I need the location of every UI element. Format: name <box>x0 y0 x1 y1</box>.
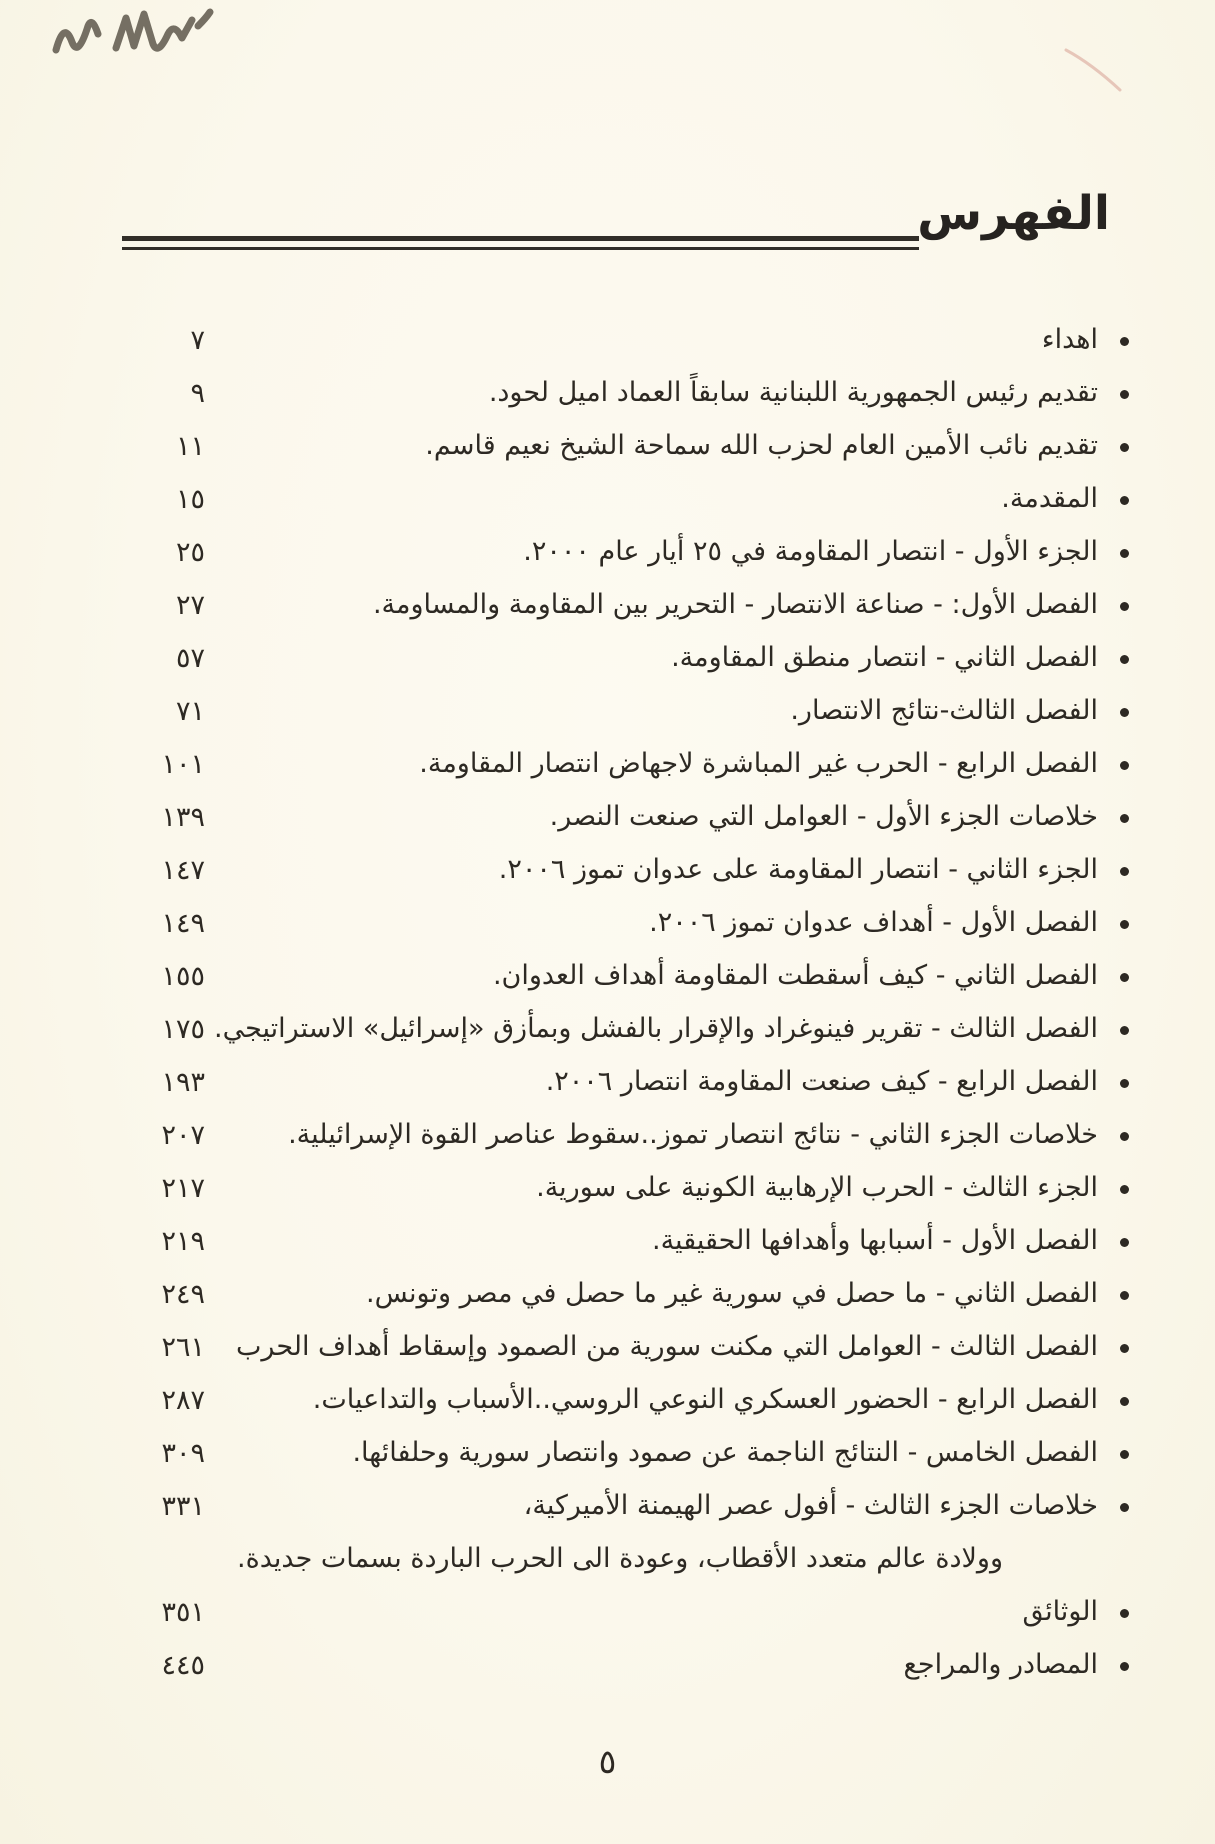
toc-entry-title: الفصل الخامس - النتائج الناجمة عن صمود وانتصار سورية وحلفائها. <box>352 1437 1098 1468</box>
toc-row <box>100 313 1130 366</box>
toc-entry-page-number: ١٣٩ <box>161 802 205 833</box>
toc-entry-title: الفصل الثالث - العوامل التي مكنت سورية من الصمود وإسقاط أهداف الحرب <box>236 1331 1098 1362</box>
toc-row <box>100 1002 1130 1055</box>
toc-entry-page-number: ١٧٥ <box>161 1014 205 1045</box>
bullet-icon <box>1098 1182 1130 1194</box>
toc-entry-title: الفصل الرابع - كيف صنعت المقاومة انتصار ٢٠٠٦. <box>545 1066 1098 1097</box>
toc-row <box>100 578 1130 631</box>
toc-row <box>100 366 1130 419</box>
toc-entry-page-number: ٢٠٧ <box>161 1120 205 1151</box>
toc-entry-page-number: ٣٠٩ <box>161 1438 205 1469</box>
toc-entry-page-number: ٢٨٧ <box>161 1385 205 1416</box>
toc-entry-page-number: ٥٧ <box>175 643 205 674</box>
toc-entry-page-number: ٢٦١ <box>161 1332 205 1363</box>
toc-list <box>100 313 1130 1691</box>
toc-row <box>100 419 1130 472</box>
toc-entry-title: الفصل الأول: - صناعة الانتصار - التحرير بين المقاومة والمساومة. <box>372 589 1098 620</box>
bullet-icon <box>1098 758 1130 770</box>
bullet-icon <box>1098 387 1130 399</box>
bullet-icon <box>1098 705 1130 717</box>
toc-entry-page-number: ١٥٥ <box>161 961 205 992</box>
toc-entry-page-number: ١٤٩ <box>161 908 205 939</box>
toc-entry-page-number: ٧ <box>190 325 205 356</box>
toc-entry-page-number: ٢١٧ <box>161 1173 205 1204</box>
toc-entry-page-number: ١٩٣ <box>161 1067 205 1098</box>
toc-entry-title: خلاصات الجزء الثاني - نتائج انتصار تموز..سقوط عناصر القوة الإسرائيلية. <box>288 1119 1098 1150</box>
toc-entry-title: الفصل الثاني - انتصار منطق المقاومة. <box>671 642 1098 673</box>
bullet-icon <box>1098 1288 1130 1300</box>
bullet-icon <box>1098 864 1130 876</box>
toc-row <box>100 631 1130 684</box>
bullet-icon <box>1098 811 1130 823</box>
toc-row <box>100 843 1130 896</box>
toc-entry-title: الفصل الرابع - الحضور العسكري النوعي الروسي..الأسباب والتداعيات. <box>312 1384 1098 1415</box>
toc-entry-title: خلاصات الجزء الأول - العوامل التي صنعت النصر. <box>549 801 1098 832</box>
toc-row <box>100 1426 1130 1479</box>
toc-row <box>100 1320 1130 1373</box>
toc-entry-page-number: ٤٤٥ <box>161 1650 205 1681</box>
bullet-icon <box>1098 970 1130 982</box>
toc-row <box>100 1585 1130 1638</box>
toc-entry-title: المقدمة. <box>1001 483 1098 514</box>
toc-entry-page-number: ١٥ <box>175 484 205 515</box>
bullet-icon <box>1098 1500 1130 1512</box>
bullet-icon <box>1098 599 1130 611</box>
toc-row <box>100 790 1130 843</box>
toc-entry-page-number: ٢٤٩ <box>161 1279 205 1310</box>
toc-entry-page-number: ٣٥١ <box>161 1597 205 1628</box>
page-number: ٥ <box>598 1742 617 1781</box>
toc-entry-page-number: ٢١٩ <box>161 1226 205 1257</box>
bullet-icon <box>1098 1659 1130 1671</box>
toc-entry-title: الجزء الثالث - الحرب الإرهابية الكونية على سورية. <box>536 1172 1098 1203</box>
toc-entry-title: الوثائق <box>1022 1596 1098 1627</box>
toc-entry-title: الفصل الثالث-نتائج الانتصار. <box>790 695 1098 726</box>
toc-entry-title: خلاصات الجزء الثالث - أفول عصر الهيمنة الأميركية، <box>523 1490 1098 1521</box>
toc-row <box>100 525 1130 578</box>
bullet-icon <box>1098 334 1130 346</box>
toc-entry-page-number: ٧١ <box>175 696 205 727</box>
toc-row <box>100 684 1130 737</box>
toc-entry-continuation: وولادة عالم متعدد الأقطاب، وعودة الى الحرب الباردة بسمات جديدة. <box>237 1543 1003 1574</box>
toc-entry-title: تقديم رئيس الجمهورية اللبنانية سابقاً العماد اميل لحود. <box>488 377 1098 408</box>
bullet-icon <box>1098 1235 1130 1247</box>
toc-entry-title: تقديم نائب الأمين العام لحزب الله سماحة الشيخ نعيم قاسم. <box>425 430 1098 461</box>
title-rule <box>122 236 919 250</box>
bullet-icon <box>1098 652 1130 664</box>
toc-entry-title: الفصل الثاني - ما حصل في سورية غير ما حصل في مصر وتونس. <box>366 1278 1098 1309</box>
toc-entry-page-number: ١٠١ <box>161 749 205 780</box>
pen-scribble-artifact <box>50 4 215 66</box>
toc-row <box>100 1161 1130 1214</box>
bullet-icon <box>1098 1394 1130 1406</box>
toc-entry-title: الجزء الثاني - انتصار المقاومة على عدوان تموز ٢٠٠٦. <box>498 854 1098 885</box>
toc-entry-title: الفصل الرابع - الحرب غير المباشرة لاجهاض انتصار المقاومة. <box>419 748 1098 779</box>
toc-entry-title: المصادر والمراجع <box>903 1649 1098 1680</box>
bullet-icon <box>1098 1129 1130 1141</box>
toc-entry-title: اهداء <box>1041 324 1098 355</box>
toc-row <box>100 1638 1130 1691</box>
bullet-icon <box>1098 440 1130 452</box>
toc-row <box>100 1055 1130 1108</box>
toc-entry-page-number: ١٤٧ <box>161 855 205 886</box>
toc-entry-title: الفصل الثالث - تقرير فينوغراد والإقرار بالفشل وبمأزق «إسرائيل» الاستراتيجي. <box>214 1013 1098 1044</box>
toc-row <box>100 472 1130 525</box>
bullet-icon <box>1098 493 1130 505</box>
toc-entry-page-number: ٢٥ <box>175 537 205 568</box>
toc-entry-page-number: ٣٣١ <box>161 1491 205 1522</box>
page-title: الفهرس <box>917 186 1110 241</box>
bullet-icon <box>1098 1447 1130 1459</box>
toc-entry-title: الفصل الثاني - كيف أسقطت المقاومة أهداف العدوان. <box>492 960 1098 991</box>
bullet-icon <box>1098 917 1130 929</box>
toc-row <box>100 737 1130 790</box>
toc-row <box>100 1267 1130 1320</box>
toc-row <box>100 1108 1130 1161</box>
toc-row <box>100 1373 1130 1426</box>
toc-row <box>100 896 1130 949</box>
bullet-icon <box>1098 1076 1130 1088</box>
scan-mark <box>1062 46 1124 94</box>
toc-entry-page-number: ٩ <box>190 378 205 409</box>
toc-entry-title: الفصل الأول - أهداف عدوان تموز ٢٠٠٦. <box>649 907 1098 938</box>
toc-entry-title: الفصل الأول - أسبابها وأهدافها الحقيقية. <box>651 1225 1098 1256</box>
toc-row <box>100 1479 1130 1532</box>
bullet-icon <box>1098 1023 1130 1035</box>
toc-row <box>100 949 1130 1002</box>
bullet-icon <box>1098 1341 1130 1353</box>
toc-entry-page-number: ١١ <box>175 431 205 462</box>
bullet-icon <box>1098 546 1130 558</box>
toc-entry-page-number: ٢٧ <box>175 590 205 621</box>
bullet-icon <box>1098 1606 1130 1618</box>
toc-row <box>100 1214 1130 1267</box>
toc-entry-title: الجزء الأول - انتصار المقاومة في ٢٥ أيار عام ٢٠٠٠. <box>523 536 1098 567</box>
